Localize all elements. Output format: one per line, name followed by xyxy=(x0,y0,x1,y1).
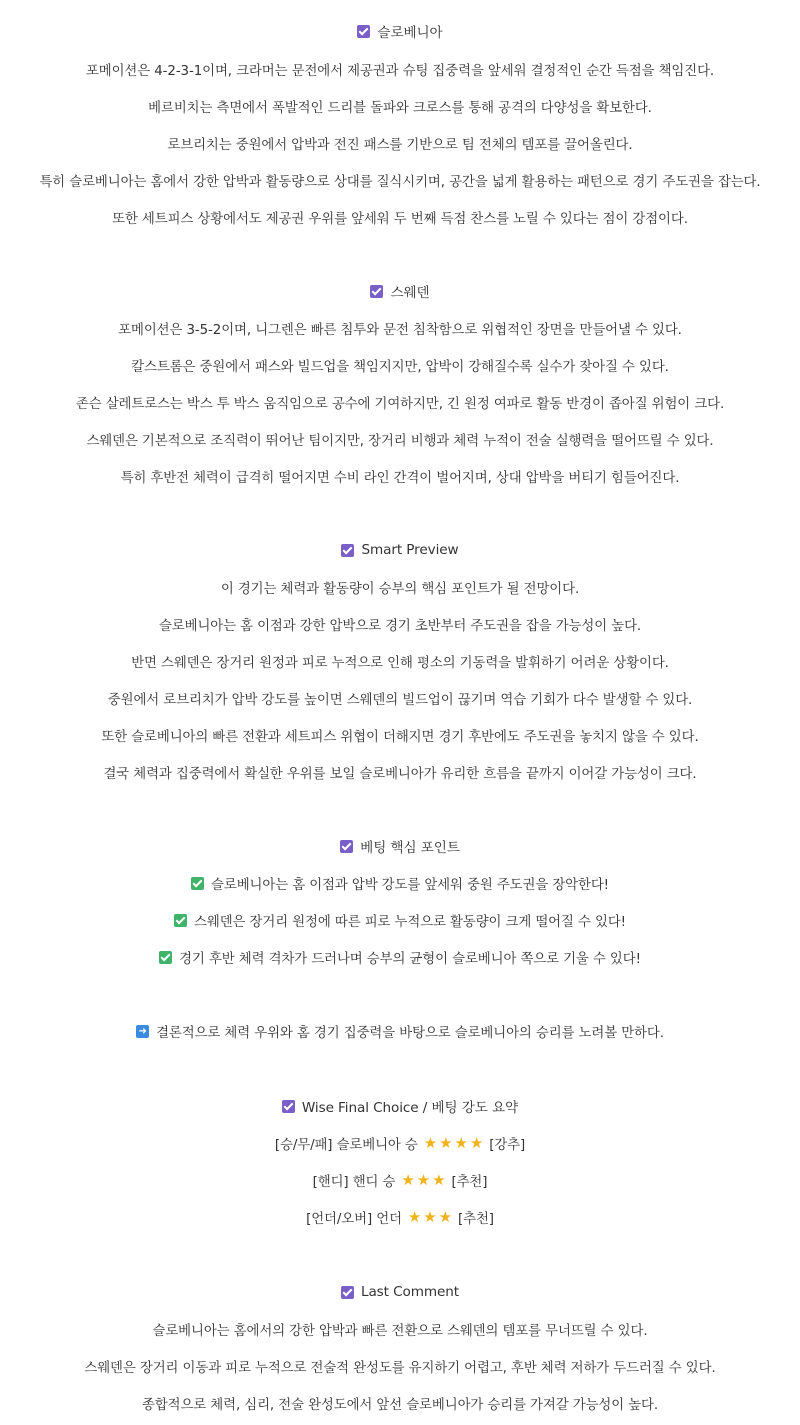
star-icon: ★ xyxy=(438,1207,452,1226)
paragraph-line: 반면 스웨덴은 장거리 원정과 피로 누적으로 인해 평소의 기동력을 발휘하기 어려운 상황이다. xyxy=(131,655,669,671)
star-icon: ★ xyxy=(407,1207,422,1226)
pick-tag: [강추] xyxy=(489,1137,526,1153)
paragraph-line: 포메이션은 4-2-3-1이며, 크라머는 문전에서 제공권과 슈팅 집중력을 앞세워 결정적인 순간 득점을 책임진다. xyxy=(85,63,715,79)
betting-point-text: 경기 후반 체력 격차가 드러나며 승부의 균형이 슬로베니아 쪽으로 기울 수 있다! xyxy=(179,951,641,967)
check-box-icon xyxy=(370,285,383,298)
check-box-icon xyxy=(282,1100,295,1113)
check-box-icon xyxy=(357,25,370,38)
heading-text: Smart Preview xyxy=(361,542,459,558)
paragraph-line: 칼스트롬은 중원에서 패스와 빌드업을 책임지지만, 압박이 강해질수록 실수가 잦아질 수 있다. xyxy=(131,359,669,375)
green-check-icon xyxy=(174,914,187,927)
paragraph-line: 또한 세트피스 상황에서도 제공권 우위를 앞세워 두 번째 득점 찬스를 노릴 수 있다는 점이 강점이다. xyxy=(112,211,688,227)
star-icon: ★ xyxy=(454,1133,468,1152)
green-check-icon xyxy=(191,877,204,890)
star-rating xyxy=(423,1133,485,1152)
pick-label: [핸디] 핸디 승 xyxy=(312,1174,396,1190)
paragraph-line: 특히 후반전 체력이 급격히 떨어지면 수비 라인 간격이 벌어지며, 상대 압박을 버티기 힘들어진다. xyxy=(120,470,680,486)
pick-tag: [추천] xyxy=(457,1211,494,1227)
star-rating xyxy=(401,1170,447,1189)
heading-text: 스웨덴 xyxy=(390,285,430,301)
betting-point xyxy=(0,872,800,894)
pick-row xyxy=(0,1169,800,1191)
paragraph-line: 존슨 살레트로스는 박스 투 박스 움직임으로 공수에 기여하지만, 긴 원정 여파로 활동 반경이 좁아질 위험이 크다. xyxy=(75,396,725,412)
right-arrow-icon: ➜ xyxy=(136,1025,149,1038)
paragraph-line: 결국 체력과 집중력에서 확실한 우위를 보일 슬로베니아가 유리한 흐름을 끝까지 이어갈 가능성이 크다. xyxy=(103,766,697,782)
heading-text: Wise Final Choice / 베팅 강도 요약 xyxy=(301,1100,519,1116)
check-box-icon xyxy=(341,544,354,557)
heading-text: 슬로베니아 xyxy=(377,25,443,41)
betting-point xyxy=(0,946,800,968)
star-icon: ★ xyxy=(423,1207,437,1226)
section-heading-smart-preview xyxy=(0,539,800,561)
heading-text: Last Comment xyxy=(360,1284,460,1300)
paragraph-line: 이 경기는 체력과 활동량이 승부의 핵심 포인트가 될 전망이다. xyxy=(220,581,580,597)
paragraph-line: 종합적으로 체력, 심리, 전술 완성도에서 앞선 슬로베니아가 승리를 가져갈 가능성이 높다. xyxy=(141,1397,659,1413)
green-check-icon xyxy=(159,951,172,964)
star-icon: ★ xyxy=(416,1170,431,1189)
paragraph-line: 또한 슬로베니아의 빠른 전환과 세트피스 위협이 더해지면 경기 후반에도 주도권을 놓치지 않을 수 있다. xyxy=(101,729,699,745)
check-box-icon xyxy=(340,840,353,853)
pick-row xyxy=(0,1206,800,1228)
section-heading-slovenia xyxy=(0,20,800,42)
betting-point-text: 슬로베니아는 홈 이점과 압박 강도를 앞세워 중원 주도권을 장악한다! xyxy=(211,877,609,893)
paragraph-line: 슬로베니아는 홈 이점과 강한 압박으로 경기 초반부터 주도권을 잡을 가능성이 높다. xyxy=(158,618,642,634)
pick-row xyxy=(0,1132,800,1154)
paragraph-line: 스웨덴은 장거리 이동과 피로 누적으로 전술적 완성도를 유지하기 어렵고, 후반 체력 저하가 두드러질 수 있다. xyxy=(84,1360,716,1376)
pick-label: [승/무/패] 슬로베니아 승 xyxy=(274,1137,418,1153)
section-heading-betting xyxy=(0,835,800,857)
paragraph-line: 스웨덴은 기본적으로 조직력이 뛰어난 팀이지만, 장거리 비행과 체력 누적이 전술 실행력을 떨어뜨릴 수 있다. xyxy=(86,433,714,449)
star-icon: ★ xyxy=(469,1133,484,1152)
betting-point xyxy=(0,909,800,931)
star-icon: ★ xyxy=(401,1170,415,1189)
pick-label: [언더/오버] 언더 xyxy=(306,1211,402,1227)
paragraph-line: 포메이션은 3-5-2이며, 니그렌은 빠른 침투와 문전 침착함으로 위협적인 장면을 만들어낼 수 있다. xyxy=(118,322,682,338)
pick-tag: [추천] xyxy=(451,1174,488,1190)
star-rating xyxy=(407,1207,454,1226)
section-heading-sweden xyxy=(0,280,800,302)
star-icon: ★ xyxy=(439,1133,453,1152)
check-box-icon xyxy=(341,1286,354,1299)
star-icon: ★ xyxy=(423,1133,438,1152)
paragraph-line: 중원에서 로브리치가 압박 강도를 높이면 스웨덴의 빌드업이 끊기며 역습 기회가 다수 발생할 수 있다. xyxy=(107,692,693,708)
paragraph-line: 베르비치는 측면에서 폭발적인 드리블 돌파와 크로스를 통해 공격의 다양성을 확보한다. xyxy=(148,100,652,116)
conclusion-text: 결론적으로 체력 우위와 홈 경기 집중력을 바탕으로 슬로베니아의 승리를 노려볼 만하다. xyxy=(156,1025,664,1041)
paragraph-line: 특히 슬로베니아는 홈에서 강한 압박과 활동량으로 상대를 질식시키며, 공간을 넓게 활용하는 패턴으로 경기 주도권을 잡는다. xyxy=(39,174,761,190)
section-heading-final-choice xyxy=(0,1095,800,1117)
heading-text: 베팅 핵심 포인트 xyxy=(360,840,460,856)
section-heading-last-comment xyxy=(0,1281,800,1303)
betting-conclusion xyxy=(0,1020,800,1042)
paragraph-line: 슬로베니아는 홈에서의 강한 압박과 빠른 전환으로 스웨덴의 템포를 무너뜨릴 수 있다. xyxy=(152,1323,648,1339)
betting-point-text: 스웨덴은 장거리 원정에 따른 피로 누적으로 활동량이 크게 떨어질 수 있다! xyxy=(194,914,626,930)
paragraph-line: 로브리치는 중원에서 압박과 전진 패스를 기반으로 팀 전체의 템포를 끌어올린다. xyxy=(167,137,633,153)
star-icon: ★ xyxy=(432,1170,446,1189)
